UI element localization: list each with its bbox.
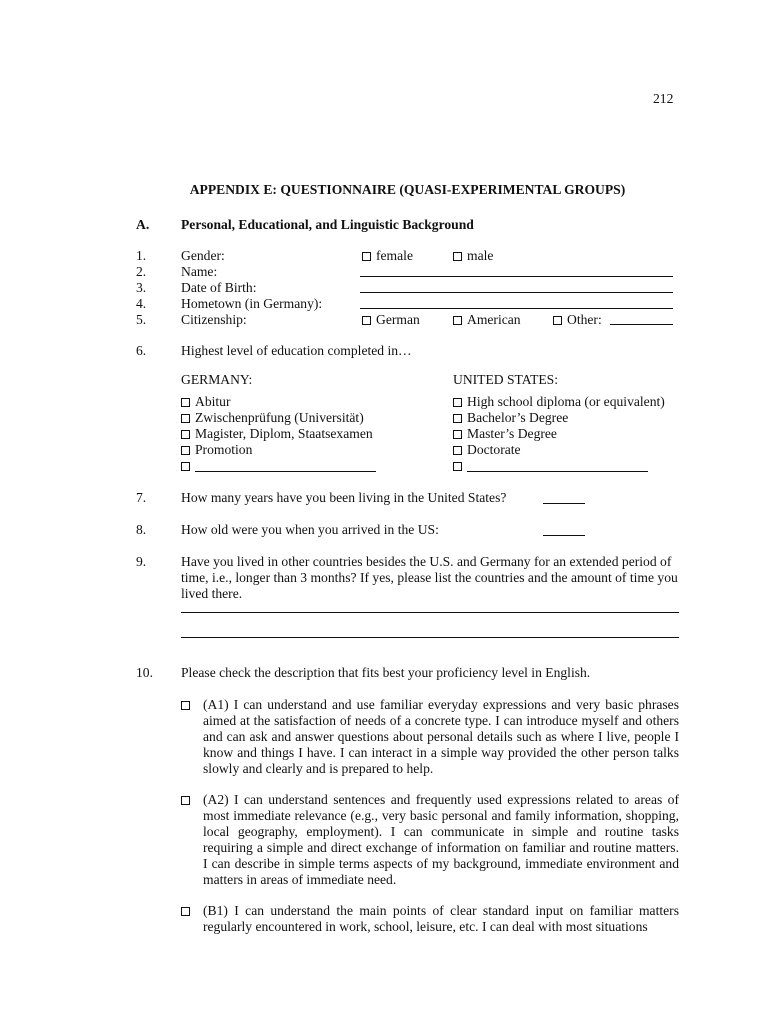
q9-text: Have you lived in other countries besides the U.S. and Germany for an extended period of time, i.e., longer than 3 months? If yes, please list the countries and the amount of time you lived there. xyxy=(181,554,678,601)
germany-option[interactable]: Abitur xyxy=(181,394,231,410)
germany-other-field-line[interactable] xyxy=(195,459,376,472)
citizenship-other-field-line[interactable] xyxy=(610,324,673,325)
checkbox-icon[interactable] xyxy=(453,462,462,471)
hometown-field-line[interactable] xyxy=(360,308,673,309)
q9-answer-line[interactable] xyxy=(181,612,679,613)
q8-text: How old were you when you arrived in the US: xyxy=(181,522,439,537)
proficiency-a1-checkbox[interactable] xyxy=(181,697,195,713)
proficiency-a2-text: (A2) I can understand sentences and frequently used expressions related to areas of most immediate relevance (e.g., very basic personal and family information, shopping, local geography, employment). I can communicate in simple and routine tasks requiring a simple and direct exchange of information on familiar and routine matters. I can describe in simple terms aspects of my background, immediate environment and matters in areas of immediate need. xyxy=(203,792,679,887)
proficiency-a2-checkbox[interactable] xyxy=(181,792,195,808)
section-letter: A. xyxy=(136,217,150,232)
checkbox-icon[interactable] xyxy=(181,414,190,423)
checkbox-icon[interactable] xyxy=(362,316,371,325)
checkbox-icon[interactable] xyxy=(453,398,462,407)
germany-heading: GERMANY: xyxy=(181,372,253,387)
checkbox-icon[interactable] xyxy=(181,430,190,439)
hometown-label: Hometown (in Germany): xyxy=(181,296,323,311)
date-of-birth-field-line[interactable] xyxy=(360,292,673,293)
question-number: 7. xyxy=(136,490,147,505)
question-number: 6. xyxy=(136,343,147,358)
citizenship-german-option[interactable]: German xyxy=(362,312,420,328)
q7-text: How many years have you been living in the United States? xyxy=(181,490,507,505)
question-number: 1. xyxy=(136,248,147,263)
gender-female-option[interactable]: female xyxy=(362,248,413,264)
name-field-line[interactable] xyxy=(360,276,673,277)
us-option[interactable]: Bachelor’s Degree xyxy=(453,410,568,426)
checkbox-icon[interactable] xyxy=(181,701,190,710)
question-number: 9. xyxy=(136,554,147,569)
us-option[interactable]: High school diploma (or equivalent) xyxy=(453,394,665,410)
proficiency-a1-text: (A1) I can understand and use familiar everyday expressions and very basic phrases aimed at the satisfaction of needs of a concrete type. I can introduce myself and others and can ask and answer questions about personal details such as where I live, people I know and things I have. I can interact in a simple way provided the other person talks slowly and clearly and is prepared to help. xyxy=(203,697,679,776)
germany-option[interactable]: Promotion xyxy=(181,442,252,458)
us-other-field-line[interactable] xyxy=(467,459,648,472)
proficiency-b1-text: (B1) I can understand the main points of clear standard input on familiar matters regularly encountered in work, school, leisure, etc. I can deal with most situations xyxy=(203,903,679,934)
question-number: 5. xyxy=(136,312,147,327)
gender-label: Gender: xyxy=(181,248,225,263)
us-heading: UNITED STATES: xyxy=(453,372,559,387)
checkbox-icon[interactable] xyxy=(181,907,190,916)
page-title: APPENDIX E: QUESTIONNAIRE (QUASI-EXPERIMENTAL GROUPS) xyxy=(189,182,626,197)
question-number: 8. xyxy=(136,522,147,537)
name-label: Name: xyxy=(181,264,218,279)
us-option[interactable]: Master’s Degree xyxy=(453,426,557,442)
checkbox-icon[interactable] xyxy=(181,398,190,407)
q6-text: Highest level of education completed in… xyxy=(181,343,412,358)
question-number: 10. xyxy=(136,665,153,680)
page-number: 212 xyxy=(653,91,674,106)
q9-answer-line[interactable] xyxy=(181,637,679,638)
question-number: 4. xyxy=(136,296,147,311)
checkbox-icon[interactable] xyxy=(362,252,371,261)
proficiency-b1-checkbox[interactable] xyxy=(181,903,195,919)
checkbox-icon[interactable] xyxy=(453,316,462,325)
section-title: Personal, Educational, and Linguistic Background xyxy=(181,217,474,232)
germany-option[interactable]: Magister, Diplom, Staatsexamen xyxy=(181,426,373,442)
checkbox-icon[interactable] xyxy=(181,446,190,455)
checkbox-icon[interactable] xyxy=(453,414,462,423)
checkbox-icon[interactable] xyxy=(453,252,462,261)
checkbox-icon[interactable] xyxy=(553,316,562,325)
us-other-option[interactable] xyxy=(453,458,648,474)
date-of-birth-label: Date of Birth: xyxy=(181,280,257,295)
q8-answer-line[interactable] xyxy=(543,535,585,536)
q7-answer-line[interactable] xyxy=(543,503,585,504)
checkbox-icon[interactable] xyxy=(453,446,462,455)
gender-male-option[interactable]: male xyxy=(453,248,493,264)
germany-option[interactable]: Zwischenprüfung (Universität) xyxy=(181,410,364,426)
question-number: 2. xyxy=(136,264,147,279)
citizenship-other-option[interactable]: Other: xyxy=(553,312,602,328)
q10-text: Please check the description that fits best your proficiency level in English. xyxy=(181,665,591,680)
checkbox-icon[interactable] xyxy=(453,430,462,439)
us-option[interactable]: Doctorate xyxy=(453,442,521,458)
checkbox-icon[interactable] xyxy=(181,462,190,471)
citizenship-american-option[interactable]: American xyxy=(453,312,521,328)
checkbox-icon[interactable] xyxy=(181,796,190,805)
germany-other-option[interactable] xyxy=(181,458,376,474)
citizenship-label: Citizenship: xyxy=(181,312,247,327)
question-number: 3. xyxy=(136,280,147,295)
